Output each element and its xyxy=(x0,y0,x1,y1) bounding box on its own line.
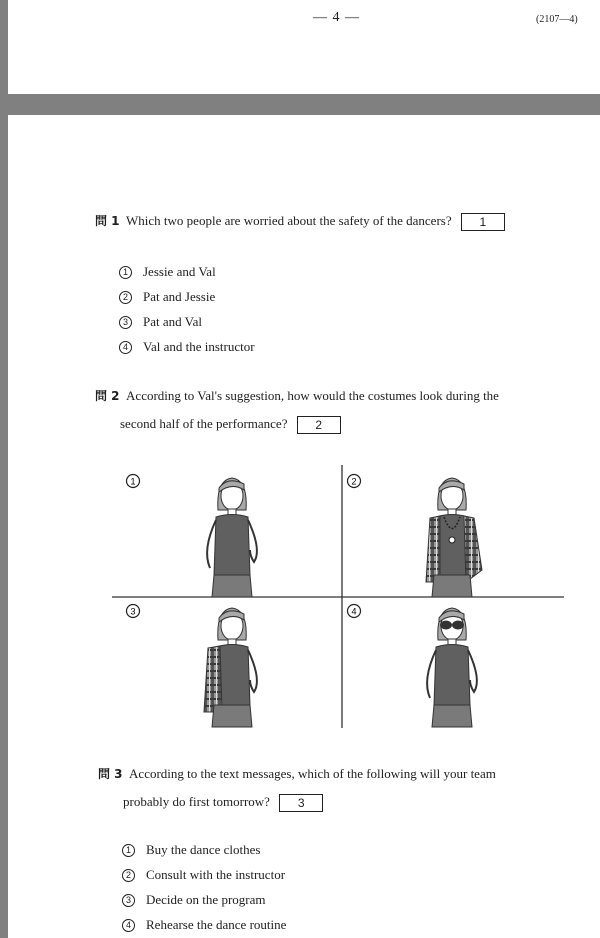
option-text: Val and the instructor xyxy=(143,339,255,354)
svg-text:1: 1 xyxy=(130,476,136,487)
figure-marker-3[interactable] xyxy=(127,605,140,618)
previous-page-bottom xyxy=(8,0,600,94)
question-label: 問 3 xyxy=(98,767,123,781)
option-text: Decide on the program xyxy=(146,892,266,907)
option-3[interactable] xyxy=(122,892,265,908)
option-1[interactable] xyxy=(122,842,260,858)
option-3[interactable] xyxy=(119,314,202,330)
option-marker: 1 xyxy=(119,266,132,279)
option-4[interactable] xyxy=(122,917,286,933)
question-1 xyxy=(95,207,505,235)
option-2[interactable] xyxy=(119,289,215,305)
option-1[interactable] xyxy=(119,264,216,280)
question-3 xyxy=(98,760,568,815)
exam-code: (2107—4) xyxy=(536,14,578,25)
question-text: According to Val's suggestion, how would the costumes look during the xyxy=(126,388,499,403)
option-text: Pat and Jessie xyxy=(143,289,216,304)
costume-options-figure xyxy=(112,460,564,735)
figure-marker-1[interactable] xyxy=(127,475,140,488)
option-text: Jessie and Val xyxy=(143,264,216,279)
dancer-figure-1 xyxy=(207,478,257,597)
option-text: Rehearse the dance routine xyxy=(146,917,287,932)
answer-box[interactable]: 1 xyxy=(461,213,505,231)
question-2 xyxy=(95,382,565,437)
question-text-cont: probably do first tomorrow? xyxy=(123,794,270,809)
dancer-figure-4 xyxy=(427,608,477,727)
svg-text:4: 4 xyxy=(351,606,357,617)
page-number: — 4 — xyxy=(313,10,360,25)
option-2[interactable] xyxy=(122,867,285,883)
option-text: Buy the dance clothes xyxy=(146,842,261,857)
option-text: Pat and Val xyxy=(143,314,202,329)
question-text-cont: second half of the performance? xyxy=(120,416,288,431)
option-marker: 1 xyxy=(122,844,135,857)
option-marker: 2 xyxy=(122,869,135,882)
svg-text:3: 3 xyxy=(130,606,136,617)
option-text: Consult with the instructor xyxy=(146,867,286,882)
option-marker: 4 xyxy=(122,919,135,932)
figure-marker-4[interactable] xyxy=(348,605,361,618)
dancer-figure-2 xyxy=(426,478,482,597)
option-4[interactable] xyxy=(119,339,255,355)
question-label: 問 1 xyxy=(95,214,120,228)
option-marker: 2 xyxy=(119,291,132,304)
answer-box[interactable]: 3 xyxy=(279,794,323,812)
option-marker: 3 xyxy=(122,894,135,907)
option-marker: 3 xyxy=(119,316,132,329)
option-marker: 4 xyxy=(119,341,132,354)
dancer-figure-3 xyxy=(204,608,257,727)
svg-text:2: 2 xyxy=(351,476,357,487)
question-text: According to the text messages, which of the following will your team xyxy=(129,766,496,781)
question-text: Which two people are worried about the safety of the dancers? xyxy=(126,213,452,228)
figure-marker-2[interactable] xyxy=(348,475,361,488)
answer-box[interactable]: 2 xyxy=(297,416,341,434)
question-label: 問 2 xyxy=(95,389,120,403)
